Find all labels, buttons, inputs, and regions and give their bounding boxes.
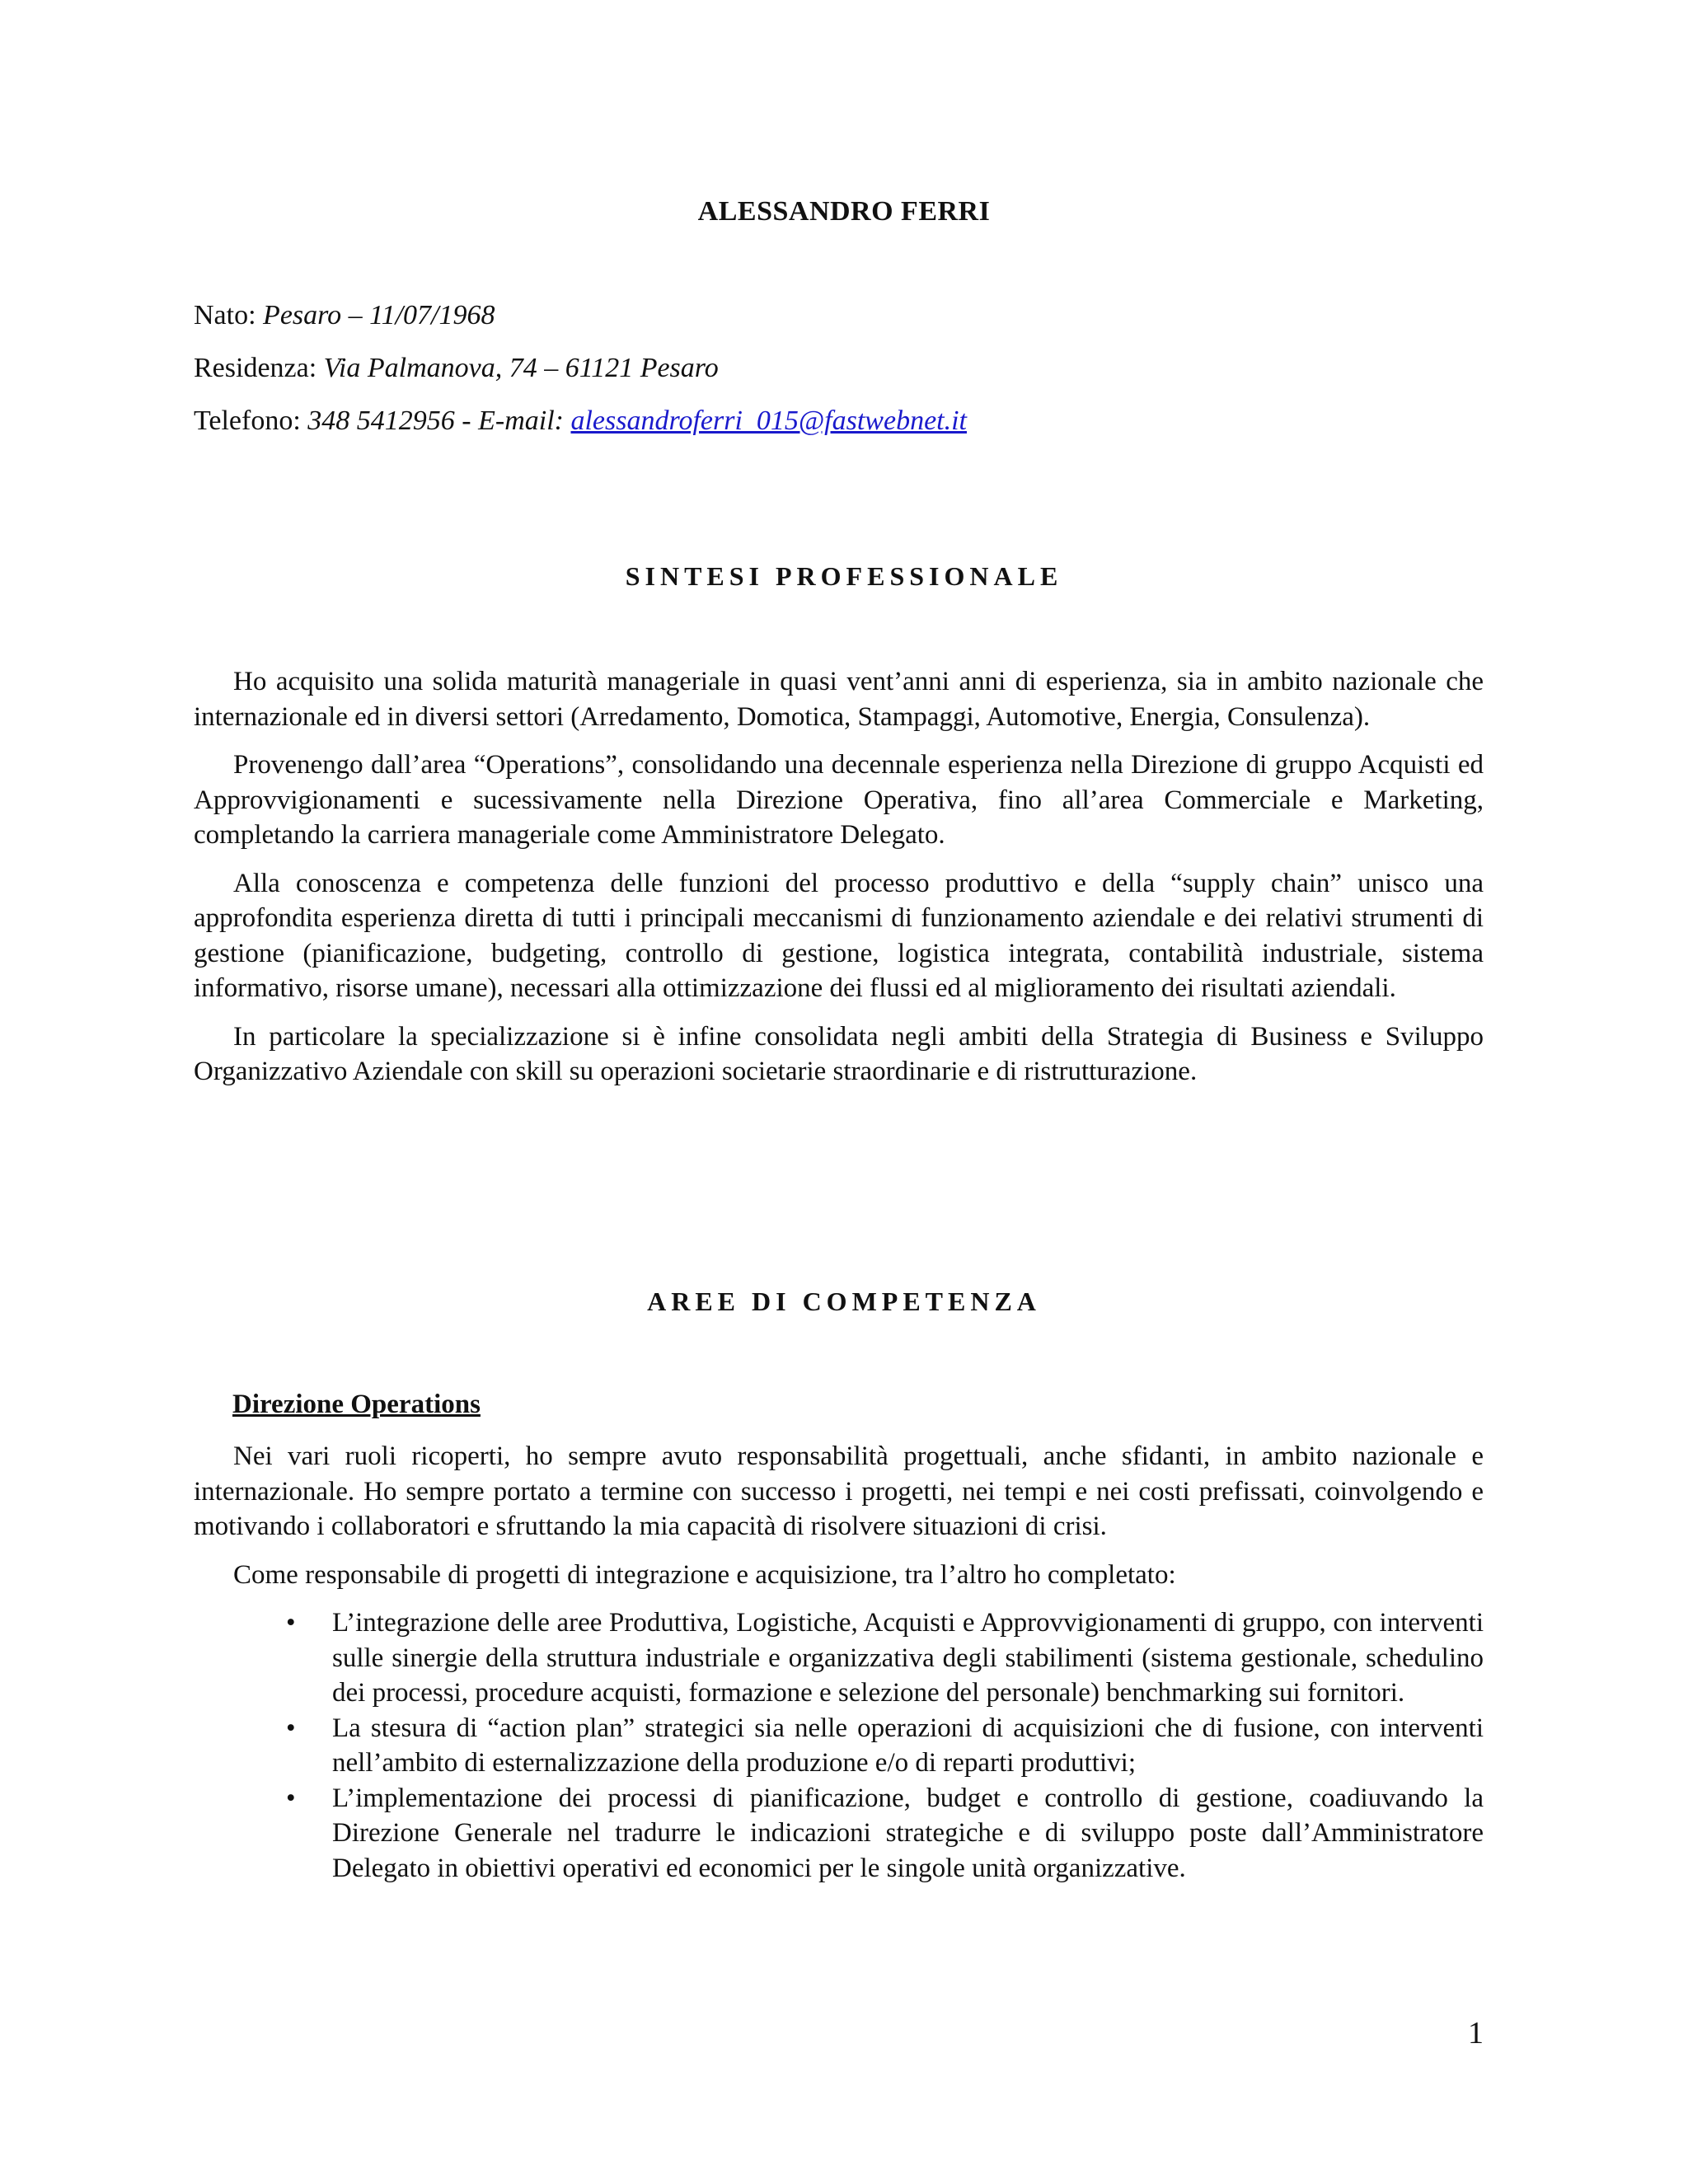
residence-value: Via Palmanova, 74 – 61121 Pesaro: [323, 353, 719, 383]
sintesi-paragraph: Provenengo dall’area “Operations”, consolidando una decennale esperienza nella Direzione di gruppo Acquisti ed Approvvigionamenti e sucessivamente nella Direzione Operativa, fino all’area Commerciale e Marketing, completando la carriera manageriale come Amministratore Delegato.: [194, 750, 1484, 850]
bullet-icon: •: [286, 1608, 296, 1638]
birth-value: Pesaro – 11/07/1968: [263, 300, 495, 330]
bullet-list: [194, 1605, 1484, 1886]
list-item: [194, 1711, 1484, 1781]
phone-email-info: [194, 407, 967, 435]
candidate-name: ALESSANDRO FERRI: [697, 196, 991, 227]
birth-label: Nato:: [194, 300, 264, 330]
list-item: [194, 1605, 1484, 1711]
residence-info: [194, 354, 719, 382]
birth-info: [194, 302, 495, 330]
sintesi-body: [194, 664, 1484, 1103]
phone-value: 348 5412956 - E-mail:: [307, 405, 571, 436]
aree-paragraph: Nei vari ruoli ricoperti, ho sempre avuto responsabilità progettuali, anche sfidanti, in ambito nazionale e internazionale. Ho sempre portato a termine con successo i progetti, nei tempi e nei costi prefissati, coinvolgendo e motivando i collaboratori e sfruttando la mia capacità di risolvere situazioni di crisi.: [194, 1441, 1484, 1541]
list-item-text: L’implementazione dei processi di pianificazione, budget e controllo di gestione, coadiuvando la Direzione Generale nel tradurre le indicazioni strategiche e di sviluppo poste dall’Amministratore Delegato in obiettivi operativi ed economici per le singole unità organizzative.: [332, 1783, 1484, 1883]
aree-body: [194, 1439, 1484, 1886]
list-item: [194, 1781, 1484, 1886]
section-heading-aree: AREE DI COMPETENZA: [647, 1286, 1041, 1316]
subheading-direzione-operations: Direzione Operations: [232, 1390, 481, 1419]
list-item-text: L’integrazione delle aree Produttiva, Logistiche, Acquisti e Approvvigionamenti di gruppo, con interventi sulle sinergie della struttura industriale e organizzativa degli stabilimenti (sistema gestionale, schedulino dei processi, procedure acquisti, formazione e selezione del personale) benchmarking sui fornitori.: [332, 1608, 1484, 1708]
sintesi-paragraph: Ho acquisito una solida maturità manageriale in quasi vent’anni anni di esperienza, sia in ambito nazionale che internazionale ed in diversi settori (Arredamento, Domotica, Stampaggi, Automotive, Energia, Consulenza).: [194, 667, 1484, 732]
email-link[interactable]: alessandroferri_015@fastwebnet.it: [570, 405, 967, 436]
aree-paragraph: Come responsabile di progetti di integrazione e acquisizione, tra l’altro ho completato:: [233, 1559, 1176, 1590]
section-heading-sintesi: SINTESI PROFESSIONALE: [625, 561, 1063, 591]
sintesi-paragraph: In particolare la specializzazione si è infine consolidata negli ambiti della Strategia di Business e Sviluppo Organizzativo Aziendale con skill su operazioni societarie straordinarie e di ristrutturazione.: [194, 1021, 1484, 1086]
phone-label: Telefono:: [194, 405, 308, 436]
list-item-text: La stesura di “action plan” strategici sia nelle operazioni di acquisizioni che di fusione, con interventi nell’ambito di esternalizzazione della produzione e/o di reparti produttivi;: [332, 1713, 1484, 1778]
sintesi-paragraph: Alla conoscenza e competenza delle funzioni del processo produttivo e della “supply chain” unisco una approfondita esperienza diretta di tutti i principali meccanismi di funzionamento aziendale e dei relativi strumenti di gestione (pianificazione, budgeting, controllo di gestione, logistica integrata, contabilità industriale, sistema informativo, risorse umane), necessari alla ottimizzazione dei flussi ed al miglioramento dei risultati aziendali.: [194, 868, 1484, 1003]
bullet-icon: •: [286, 1713, 296, 1743]
residence-label: Residenza:: [194, 353, 324, 383]
page-number: 1: [1468, 2016, 1484, 2050]
bullet-icon: •: [286, 1783, 296, 1813]
